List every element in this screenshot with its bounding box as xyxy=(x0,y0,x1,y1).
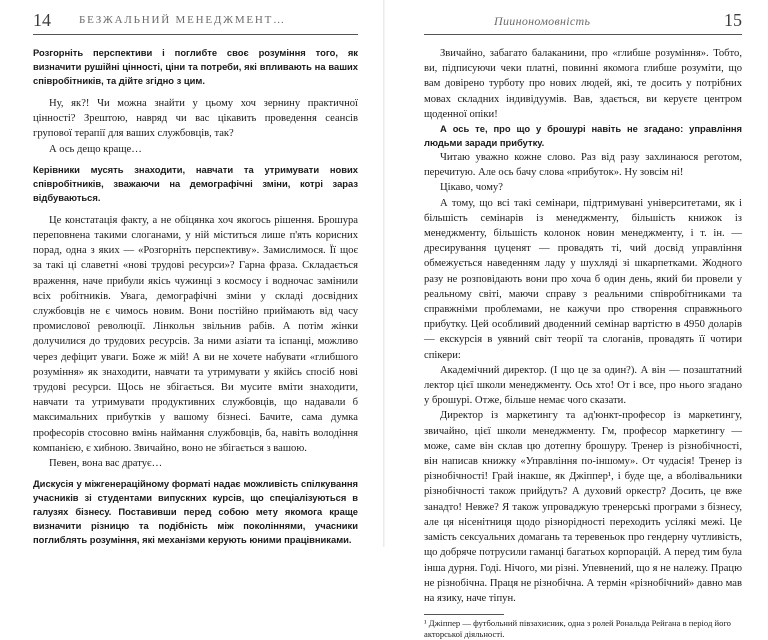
paragraph: А ось дещо краще… xyxy=(49,143,142,155)
paragraph: А ось те, про що у брошурі навіть не згадано: управління людьми заради прибутку. xyxy=(424,123,742,149)
paragraph: Це констатація факту, а не обіцянка хоч якогось рішення. Брошура переповнена такими слоганами, у ній міститься лише п'ять корисних порад, одна з яких — «Розгорніть перспективу». Замислимося. Її щоє за такі ці славетні «нові трудові ресурси»? Гарна фраза. Складається враження, наче прибули якісь чужинці з космосу і водночас замінили всіх робітників. Увага, демографічні зміни у складі досвідних службовців не є чимось новим. Вони постійно приймають від часу промислової революції. Лінкольн звільнив рабів. А потім жінки долучилися до трудових ресурсів. За ними азіати та іспанці, можливо через дефіцит уваги. Боже ж мій! А ви не хочете набувати «глибшого розуміння» як знаходити, навчати та утримувати у якійсь спосіб нові трудові ресурси. Щось не збігається. Ви мусите вміти знаходити, навчати та утримувати продуктивних службовців, що надавали б максимальних прибутків у вашому бізнесі. Бачите, сама думка професорів стосовно вмінь наймання службовців, ба, навіть володіння компанією, є хибною. Звичайно, воно не збігається з вашою. xyxy=(33,214,358,454)
paragraph: Певен, вона вас дратує… xyxy=(49,458,163,470)
paragraph: Розгорніть перспективи і поглибте своє розуміння того, як визначити рушійні цінності, ціни та потреби, які впливають на ваших співробітників, та дійте згідно з цим. xyxy=(33,47,358,86)
left-page xyxy=(0,0,384,547)
left-header-rule xyxy=(33,34,358,35)
left-page-number: 14 xyxy=(33,10,51,30)
right-page xyxy=(384,0,768,640)
footnote: ¹ Джіппер — футбольний півзахисник, одна з ролей Рональда Рейгана в період його акторської діяльності. xyxy=(424,618,731,640)
paragraph: Директор із маркетингу та ад'юнкт-професор із маркетингу, звичайно, цієї школи менеджменту. Гм, професор маркетингу — може, саме він склав цю дотепну брошуру. Тренер із різнобічності, він написав книжку «Управління по-іншому». От чудасія! Тренер із різнобічності! Грай інакше, як Джіппер¹, і буде ще, а вболівальники різнобічності також прийдуть? А духовий оркестр? Досить, це вже занадто! Невже? Я також упроваджую тренерські програми з бізнесу, але ця нісенітниця щодо різнорідності переходить усілякі межі. Це замість сексуальних домагань та теревеньок про гендерну чутливість, що добряче потрусили гаманці багатьох корпорацій. А перед тим була інша дурня. Годі. Нічого, ми різні. Упевнений, що я не належу. Працю не різнобічна. Праця не різнобічна. А термін «різнобічний» давно мав на язику, наче тіпун. xyxy=(424,410,742,604)
paragraph: Звичайно, забагато балаканини, про «глибше розуміння». Тобто, ви, підписуючи чеки платні, повинні якомога глибше розуміти, що вам довірено турботу про нових людей, які, те досить у потрібних мовах складних індивідуумів. Вав, здається, ви керуєте центром щоденної опіки! xyxy=(424,48,742,120)
paragraph: Дискусія у міжгенераційному форматі надає можливість спілкування учасників зі студентами випускних курсів, що спеціалізуються в галузях бізнесу. Поставивши перед собою мету якомога краще визначити різницю та подібність між поколіннями, учасники поглиблять розуміння, які механізми керують юними працівниками. xyxy=(33,478,358,546)
right-running-head-title: Пиинономовність xyxy=(494,14,591,28)
right-running-head xyxy=(424,0,742,32)
paragraph: Читаю уважно кожне слово. Раз від разу захлинаюся реготом, перечитую. Але ось бачу слова «прибуток». Ну зовсім ні! xyxy=(424,152,742,179)
right-header-rule xyxy=(424,34,742,35)
right-page-number: 15 xyxy=(724,10,742,30)
left-running-head xyxy=(33,0,358,32)
paragraph: Керівники мусять знаходити, навчати та утримувати нових співробітників, зважаючи на демографічні зміни, котрі зараз відбуваються. xyxy=(33,163,358,203)
footnote-rule xyxy=(424,614,504,615)
left-page-body xyxy=(33,46,358,547)
paragraph: Академічний директор. (І що це за один?). А він — позаштатний лектор цієї школи менеджменту. Ось хто! От і все, про нього згадано у брошурі. Отже, більше немає чого сказати. xyxy=(424,364,742,407)
left-running-head-title: БЕЗЖАЛЬНИЙ МЕНЕДЖМЕНТ… xyxy=(79,14,286,26)
paragraph: А тому, що всі такі семінари, підтримувані університетами, як і більшість семінарів із менеджменту, більшість книжок із менеджменту, більшість колонок новин менеджменту, і т. ін. — дресирування цуценят — провадять ті, чий досвід управління обмежується наведенням ладу у шухляді зі шкарпетками. Жодного разу не розповідають вони про хоча б один день, який би провели у реальному світі, маючи справу з реальними співробітниками та справжніми проблемами, не кажучи про створення справжнього прибутку. Цей особливий дводенний семінар вартістю в 4950 доларів — екскурсія в уявний світ теорії та слоганів, провадять її чотири спікери: xyxy=(424,197,742,361)
paragraph: Ну, як?! Чи можна знайти у цьому хоч зернину практичної цінності? Зрештою, навряд чи вас цікавить проведення сеансів групової терапії для ваших службовців, так? xyxy=(33,98,358,140)
paragraph: Цікаво, чому? xyxy=(440,182,503,194)
right-page-body xyxy=(424,46,742,640)
